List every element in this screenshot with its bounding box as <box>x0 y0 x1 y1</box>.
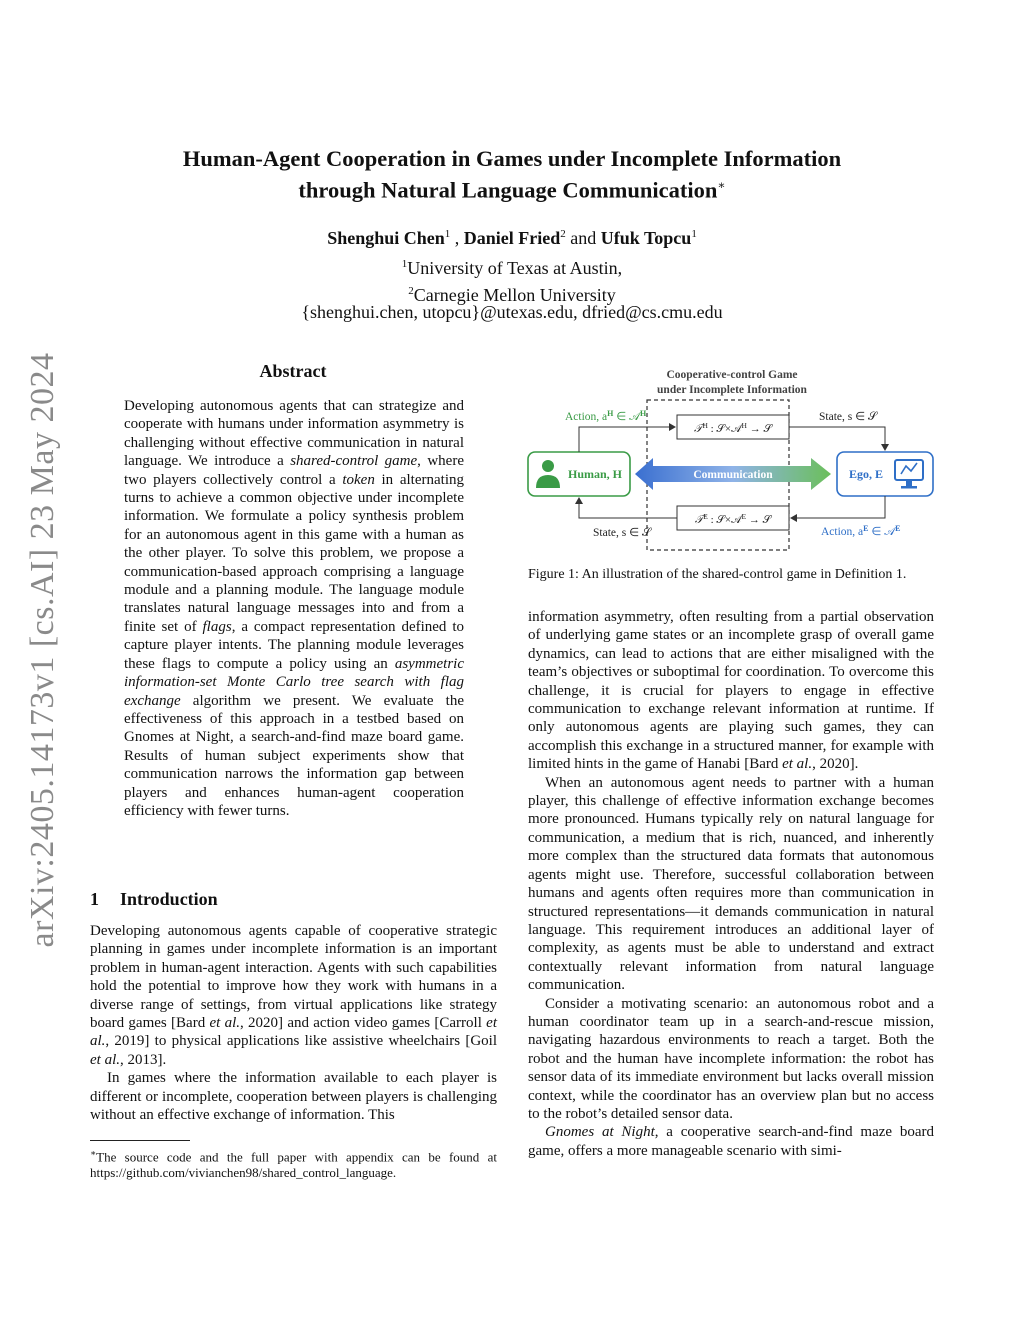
author-name: Shenghui Chen <box>327 228 445 248</box>
footnote-mark: ∗ <box>90 1148 97 1158</box>
figure-1 <box>525 362 937 557</box>
shared-control-game-diagram <box>525 362 937 557</box>
abstract-text: , a compact representation defined to capture player intents. The planning module leverages these flags to compute a policy using an <box>124 618 464 672</box>
affiliation-mark: 1 <box>401 258 408 270</box>
abstract-emphasis: flags <box>202 618 232 635</box>
paragraph-text: information asymmetry, often resulting from a partial observation of underlying game states or an incomplete grasp of overall game dynamics, can lead to actions that are either misaligned with the team’s objectives or suboptimal for coordination. To overcome this challenge, it is crucial for players to engage in effective communication to exchange relevant information at runtime. If only autonomous agents are playing such games, they can accomplish this exchange in a structured manner, for example with limited hints in the game of Hanabi [Bard <box>528 609 934 773</box>
citation-etal: et al. <box>90 1015 497 1050</box>
abstract-text: Developing autonomous agents that can strategize and cooperate with humans under information asymmetry is challenging without effective communication in natural language. We introduce a <box>124 398 464 470</box>
title-footnote-mark: ∗ <box>717 178 726 192</box>
affiliation-name: Carnegie Mellon University <box>413 285 616 305</box>
paragraph-text: Developing autonomous agents capable of cooperative strategic planning in games under incomplete information is an important problem in human-agent interaction. Agents with such capabilities hold the potential to improve how they work with humans in a diverse range of settings, from virtual applications like strategy board games [Bard <box>90 923 497 1032</box>
human-action-arrow <box>579 427 675 452</box>
ego-action-arrow <box>791 496 885 518</box>
human-action-label: Action, $a^H$ ∈ 𝒜$^H$ <box>565 409 647 423</box>
author-affil-mark: 1 <box>444 228 451 240</box>
ego-action-label: Action, $a^E$ ∈ 𝒜$^E$ <box>821 524 901 538</box>
title-line-2-text: through Natural Language Communication <box>298 177 718 203</box>
paper-title <box>120 145 904 204</box>
frame-title-line-1: Cooperative-control Game <box>666 369 798 381</box>
paragraph-text: , 2013]. <box>120 1051 167 1068</box>
human-player-label: Human, H <box>567 467 623 481</box>
paragraph-text: , 2019] to physical applications like assistive wheelchairs [Goil <box>105 1033 497 1050</box>
author-list <box>120 222 904 250</box>
state-to-human-arrow <box>579 498 677 518</box>
state-label-bottom: State, s ∈ 𝒮 <box>593 527 651 539</box>
state-to-ego-arrow <box>789 427 885 450</box>
author-separator: and <box>565 228 601 248</box>
footnote-rule <box>90 1140 190 1141</box>
abstract-emphasis: token <box>342 471 375 488</box>
introduction-body <box>90 922 497 1124</box>
affiliation <box>120 253 904 280</box>
affiliation-mark: 2 <box>408 285 414 297</box>
title-line-2 <box>120 172 904 204</box>
section-title-text: Introduction <box>120 889 218 909</box>
paragraph-text: , 2020]. <box>812 756 859 773</box>
state-label-top: State, s ∈ 𝒮 <box>819 411 877 423</box>
arxiv-identifier-text: arXiv:2405.14173v1 [cs.AI] 23 May 2024 <box>24 352 61 948</box>
section-number: 1 <box>90 889 99 909</box>
footnote <box>90 1145 497 1181</box>
paragraph: In games where the information available to each player is different or incomplete, cooperation between players is challenging without an effective exchange of information. This <box>90 1070 497 1124</box>
figure-caption: Figure 1: An illustration of the shared-control game in Definition 1. <box>528 567 907 582</box>
game-name-emphasis: Gnomes at Night <box>545 1124 655 1141</box>
affiliations <box>120 253 904 307</box>
frame-title-line-2: under Incomplete Information <box>657 384 807 396</box>
section-heading-introduction <box>90 889 218 910</box>
transition-ego-label: 𝒯$^E$ : 𝒮×𝒜$^E$ → 𝒮 <box>694 512 772 526</box>
citation-etal: et al. <box>782 756 813 773</box>
citation-etal: et al. <box>90 1051 120 1068</box>
ego-agent-label: Ego, E <box>848 467 884 481</box>
communication-label: Communication <box>693 469 773 481</box>
abstract-emphasis: shared-control game <box>290 453 418 470</box>
author-name: Ufuk Topcu <box>600 228 692 248</box>
paragraph <box>90 922 497 1069</box>
author-name: Daniel Fried <box>463 228 561 248</box>
author-separator: , <box>450 228 464 248</box>
paragraph <box>528 1123 934 1160</box>
author-affil-mark: 2 <box>560 228 566 240</box>
abstract-emphasis: asymmetric information-set Monte Carlo tree search with flag exchange <box>124 655 464 709</box>
footnote-text: The source code and the full paper with appendix can be found at https://github.com/vivianchen98/shared_control_language. <box>90 1149 497 1181</box>
abstract-heading: Abstract <box>259 361 327 381</box>
abstract-body <box>124 397 464 820</box>
citation-etal: et al. <box>209 1015 241 1032</box>
paragraph: Consider a motivating scenario: an autonomous robot and a human coordinator team up in a search-and-rescue mission, navigating hazardous environments to reach a target. Both the robot and the human have incomplete information: the robot has sensor data of its immediate environment but lacks overall mission context, while the coordinator has an overview plan but no access to the robot’s detailed sensor data. <box>528 995 934 1122</box>
paragraph <box>528 608 934 774</box>
author-emails: {shenghui.chen, utopcu}@utexas.edu, dfried@cs.cmu.edu <box>301 302 723 322</box>
right-column-body <box>528 608 934 1160</box>
paragraph-text: , 2020] and action video games [Carroll <box>240 1015 487 1032</box>
paragraph: When an autonomous agent needs to partner with a human player, this challenge of effective information exchange becomes more pronounced. Humans typically rely on natural language for communication, a medium that is rich, nuanced, and inherently more complex than the structured data formats that autonomous agents might use. Therefore, successful collaboration between humans and agents often requires more than communication in structured representations—it demands communication in natural language. This requirement introduces an additional layer of complexity, as agents must be able to understand and extract contextually relevant information from natural language communication. <box>528 774 934 994</box>
affiliation-name: University of Texas at Austin, <box>407 258 623 278</box>
arxiv-identifier-stamp <box>18 352 68 948</box>
author-affil-mark: 1 <box>691 228 697 240</box>
transition-human-label: 𝒯$^H$ : 𝒮×𝒜$^H$ → 𝒮 <box>694 421 772 435</box>
paragraph-text: , a cooperative search-and-find maze board game, offers a more manageable scenario with simi- <box>528 1124 935 1159</box>
abstract-text: algorithm we present. We evaluate the effectiveness of this approach in a testbed based on Gnomes at Night, a search-and-find maze board game. Results of human subject experiments show that communication narrows the information gap between players and enhances human-agent cooperation efficiency with fewer turns. <box>124 692 464 819</box>
abstract-text: , where two players collectively control a <box>124 453 464 488</box>
title-line-1: Human-Agent Cooperation in Games under Incomplete Information <box>182 146 842 171</box>
abstract-text: in alternating turns to achieve a common objective under incomplete information. We formulate a policy synthesis problem for an autonomous agent in this game with a human as the other player. To solve this problem, we propose a communication-based approach comprising a language module and a planning module. The language module translates natural language messages into and from a finite set of <box>124 471 464 635</box>
